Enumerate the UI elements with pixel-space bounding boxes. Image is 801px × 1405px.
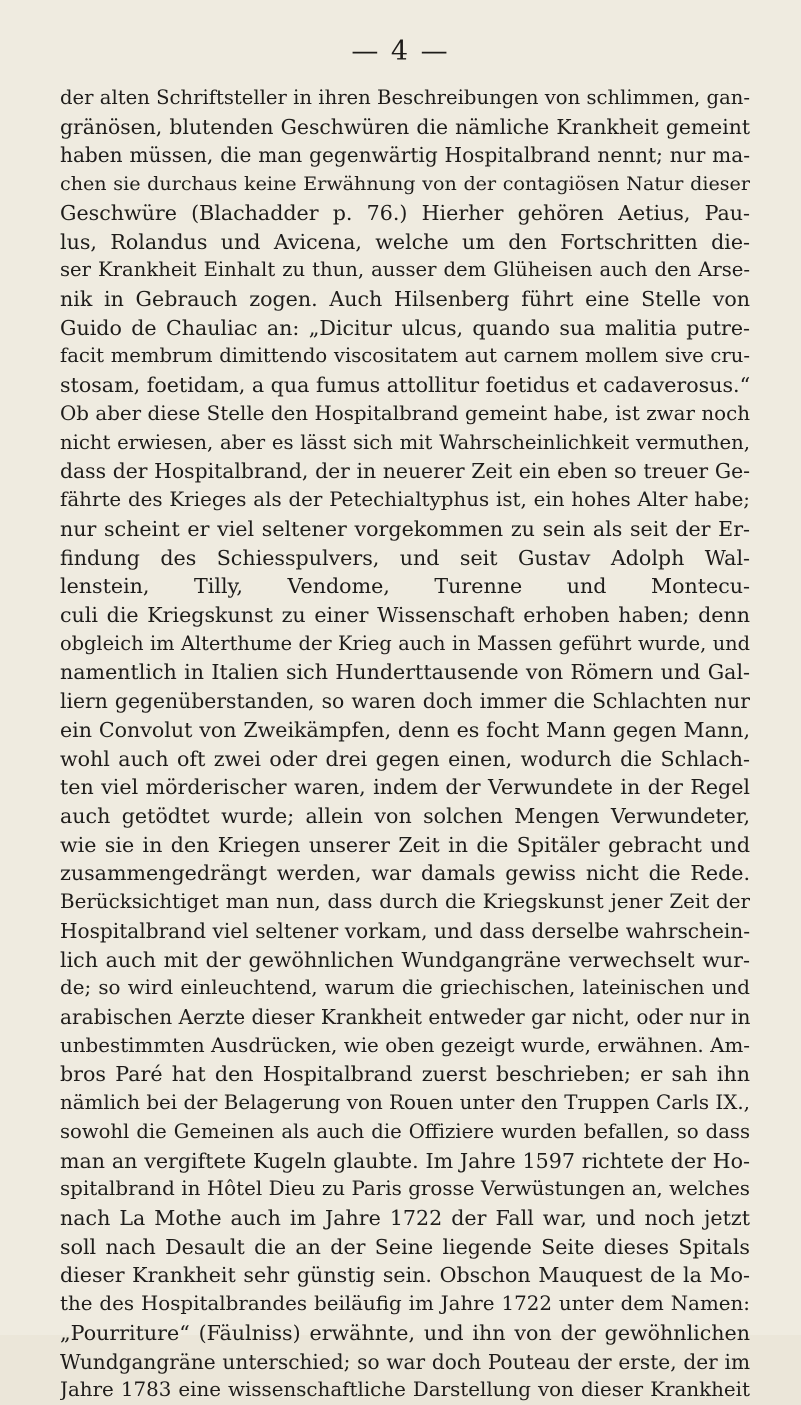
text-line: Hospitalbrand viel seltener vorkam, und dass derselbe wahrschein- bbox=[60, 918, 750, 943]
text-line: fährte des Krieges als der Petechialtyphus ist, ein hohes Alter habe; bbox=[60, 488, 750, 512]
text-line: nämlich bei der Belagerung von Rouen unter den Truppen Carls IX., bbox=[60, 1091, 750, 1115]
text-line: lich auch mit der gewöhnlichen Wundgangräne verwechselt wur- bbox=[60, 947, 750, 972]
text-line: lus, Rolandus und Avicena, welche um den Fortschritten die- bbox=[60, 229, 750, 254]
body-text bbox=[60, 84, 750, 1405]
text-line: ser Krankheit Einhalt zu thun, ausser dem Glüheisen auch den Arse- bbox=[60, 258, 750, 282]
text-line: namentlich in Italien sich Hunderttausende von Römern und Gal- bbox=[60, 660, 750, 685]
text-line: facit membrum dimittendo viscositatem aut carnem mollem sive cru- bbox=[60, 344, 750, 368]
text-line: liern gegenüberstanden, so waren doch immer die Schlachten nur bbox=[60, 689, 750, 714]
text-line: ten viel mörderischer waren, indem der Verwundete in der Regel bbox=[60, 775, 750, 800]
text-line: gränösen, blutenden Geschwüren die nämliche Krankheit gemeint bbox=[60, 114, 750, 139]
text-line: Berücksichtiget man nun, dass durch die Kriegskunst jener Zeit der bbox=[60, 890, 750, 914]
text-line: sowohl die Gemeinen als auch die Offiziere wurden befallen, so dass bbox=[60, 1119, 750, 1143]
text-line: haben müssen, die man gegenwärtig Hospitalbrand nennt; nur ma- bbox=[60, 143, 750, 168]
text-line: der alten Schriftsteller in ihren Beschreibungen von schlimmen, gan- bbox=[60, 86, 750, 109]
text-line: stosam, foetidam, a qua fumus attollitur foetidus et cadaverosus.“ bbox=[60, 373, 750, 398]
text-line: ein Convolut von Zweikämpfen, denn es focht Mann gegen Mann, bbox=[60, 717, 750, 742]
text-line: chen sie durchaus keine Erwähnung von der contagiösen Natur dieser bbox=[60, 172, 750, 196]
text-line: auch getödtet wurde; allein von solchen Mengen Verwundeter, bbox=[60, 803, 750, 828]
text-line: arabischen Aerzte dieser Krankheit entweder gar nicht, oder nur in bbox=[60, 1005, 750, 1029]
text-line: soll nach Desault die an der Seine liegende Seite dieses Spitals bbox=[60, 1234, 750, 1259]
text-line: Guido de Chauliac an: „Dicitur ulcus, quando sua malitia putre- bbox=[60, 315, 750, 340]
text-line: wohl auch oft zwei oder drei gegen einen, wodurch die Schlach- bbox=[60, 746, 750, 771]
text-line: unbestimmten Ausdrücken, wie oben gezeigt wurde, erwähnen. Am- bbox=[60, 1033, 750, 1057]
text-line: lenstein, Tilly, Vendome, Turenne und Montecu- bbox=[60, 574, 750, 599]
text-line: Ob aber diese Stelle den Hospitalbrand gemeint habe, ist zwar noch bbox=[60, 401, 750, 425]
text-line: wie sie in den Kriegen unserer Zeit in die Spitäler gebracht und bbox=[60, 832, 750, 857]
text-line: findung des Schiesspulvers, und seit Gustav Adolph Wal- bbox=[60, 545, 750, 570]
text-line: bros Paré hat den Hospitalbrand zuerst beschrieben; er sah ihn bbox=[60, 1062, 750, 1087]
text-line: nur scheint er viel seltener vorgekommen zu sein als seit der Er- bbox=[60, 516, 750, 541]
text-line: man an vergiftete Kugeln glaubte. Im Jahre 1597 richtete der Ho- bbox=[60, 1148, 750, 1173]
text-line: spitalbrand in Hôtel Dieu zu Paris grosse Verwüstungen an, welches bbox=[60, 1177, 750, 1201]
text-line: obgleich im Alterthume der Krieg auch in Massen geführt wurde, und bbox=[60, 631, 750, 655]
text-line: culi die Kriegskunst zu einer Wissenschaft erhoben haben; denn bbox=[60, 602, 750, 627]
text-line: nik in Gebrauch zogen. Auch Hilsenberg führt eine Stelle von bbox=[60, 287, 750, 312]
page-number: — 4 — bbox=[351, 36, 450, 67]
text-line: Wundgangräne unterschied; so war doch Pouteau der erste, der im bbox=[60, 1349, 750, 1374]
text-line: Jahre 1783 eine wissenschaftliche Darstellung von dieser Krankheit bbox=[60, 1378, 750, 1402]
text-line: „Pourriture“ (Fäulniss) erwähnte, und ihn von der gewöhnlichen bbox=[60, 1320, 750, 1345]
text-line: de; so wird einleuchtend, warum die griechischen, lateinischen und bbox=[60, 976, 750, 1000]
text-line: dieser Krankheit sehr günstig sein. Obschon Mauquest de la Mo- bbox=[60, 1263, 750, 1288]
text-line: zusammengedrängt werden, war damals gewiss nicht die Rede. bbox=[60, 861, 750, 886]
text-line: dass der Hospitalbrand, der in neuerer Zeit ein eben so treuer Ge- bbox=[60, 459, 750, 484]
text-line: the des Hospitalbrandes beiläufig im Jahre 1722 unter dem Namen: bbox=[60, 1292, 750, 1316]
text-line: Geschwüre (Blachadder p. 76.) Hierher gehören Aetius, Pau- bbox=[60, 200, 750, 225]
text-line: nicht erwiesen, aber es lässt sich mit Wahrscheinlichkeit vermuthen, bbox=[60, 430, 750, 454]
text-line: nach La Mothe auch im Jahre 1722 der Fall war, und noch jetzt bbox=[60, 1206, 750, 1231]
